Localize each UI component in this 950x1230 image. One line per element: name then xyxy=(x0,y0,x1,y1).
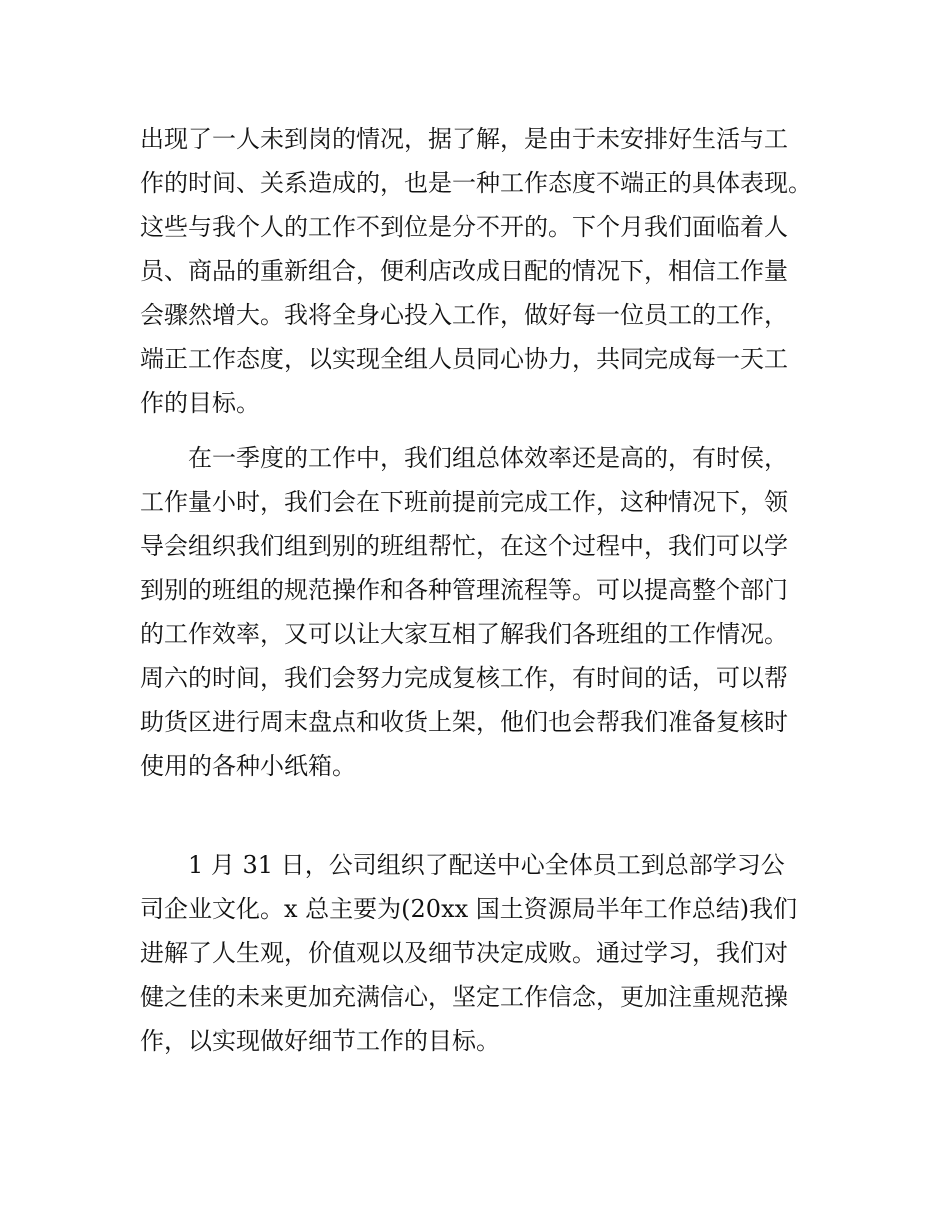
paragraph xyxy=(140,117,820,425)
text-line: 作，以实现做好细节工作的目标。 xyxy=(140,1027,500,1055)
paragraph xyxy=(140,436,820,788)
text-line: 到别的班组的规范操作和各种管理流程等。可以提高整个部门 xyxy=(140,576,788,604)
text-line: 在一季度的工作中，我们组总体效率还是高的，有时侯， xyxy=(140,444,788,472)
text-line: 导会组织我们组到别的班组帮忙，在这个过程中，我们可以学 xyxy=(140,532,788,560)
text-line: 1 月 31 日，公司组织了配送中心全体员工到总部学习公 xyxy=(140,851,785,879)
text-line: 使用的各种小纸箱。 xyxy=(140,752,356,780)
text-line: 端正工作态度，以实现全组人员同心协力，共同完成每一天工 xyxy=(140,345,788,373)
text-line: 助货区进行周末盘点和收货上架，他们也会帮我们准备复核时 xyxy=(140,708,788,736)
text-line: 这些与我个人的工作不到位是分不开的。下个月我们面临着人 xyxy=(140,213,788,241)
text-line: 员、商品的重新组合，便利店改成日配的情况下，相信工作量 xyxy=(140,257,788,285)
text-line: 出现了一人未到岗的情况，据了解，是由于未安排好生活与工 xyxy=(140,125,788,153)
text-line: 周六的时间，我们会努力完成复核工作，有时间的话，可以帮 xyxy=(140,664,788,692)
text-line: 的工作效率，又可以让大家互相了解我们各班组的工作情况。 xyxy=(140,620,788,648)
text-line: 进解了人生观，价值观以及细节决定成败。通过学习，我们对 xyxy=(140,939,788,967)
paragraph xyxy=(140,843,820,1063)
text-line: 作的目标。 xyxy=(140,389,260,417)
text-line: 司企业文化。x 总主要为(20xx 国土资源局半年工作总结)我们 xyxy=(140,895,798,923)
text-line: 健之佳的未来更加充满信心，坚定工作信念，更加注重规范操 xyxy=(140,983,788,1011)
text-line: 会骤然增大。我将全身心投入工作，做好每一位员工的工作， xyxy=(140,301,788,329)
text-line: 作的时间、关系造成的，也是一种工作态度不端正的具体表现。 xyxy=(140,169,812,197)
text-line: 工作量小时，我们会在下班前提前完成工作，这种情况下，领 xyxy=(140,488,788,516)
